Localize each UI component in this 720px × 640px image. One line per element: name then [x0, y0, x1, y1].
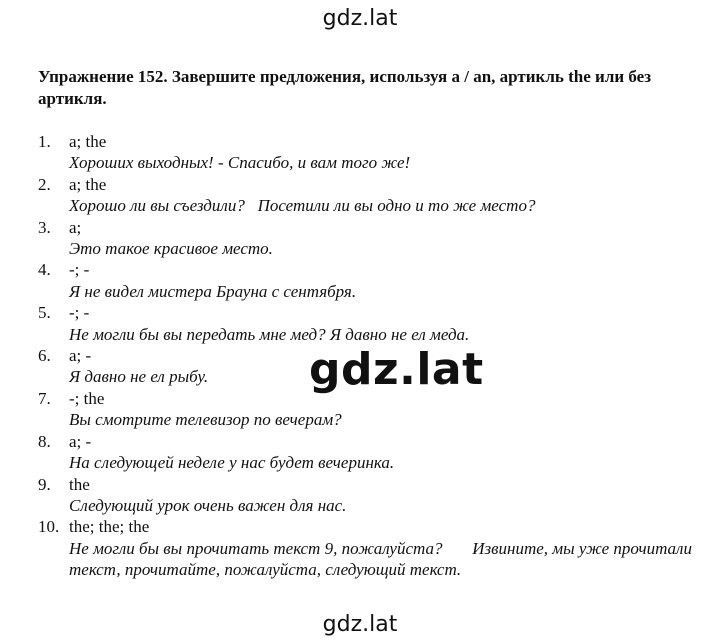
- item-number: 2.: [38, 174, 51, 194]
- item-number: 1.: [38, 132, 51, 151]
- item-number: 10.: [38, 517, 60, 537]
- watermark-top: gdz.lat: [322, 6, 398, 31]
- list-item: [38, 174, 698, 217]
- item-answer: the; the; the: [69, 517, 150, 537]
- item-number: 3.: [38, 217, 51, 237]
- item-number: 4.: [38, 260, 51, 280]
- item-translation: Это такое красивое место.: [69, 239, 273, 259]
- item-answer: a; -: [69, 431, 92, 451]
- item-answer: a; -: [69, 346, 92, 366]
- item-translation: Хорошо ли вы съездили? Посетили ли вы одно и то же место?: [69, 196, 536, 216]
- watermark-bottom: gdz.lat: [322, 612, 398, 637]
- item-answer: -; -: [69, 303, 90, 323]
- item-number: 9.: [38, 474, 51, 494]
- item-number: 7.: [38, 388, 51, 408]
- list-item: [38, 474, 698, 517]
- item-translation: Не могли бы вы прочитать текст 9, пожалуйста? Извините, мы уже прочитали текст, прочитайте, пожалуйста, следующий текст.: [69, 538, 697, 580]
- item-translation: Я давно не ел рыбу.: [69, 367, 209, 387]
- item-translation: Хороших выходных! - Спасибо, и вам того же!: [69, 153, 411, 173]
- item-translation: Следующий урок очень важен для нас.: [69, 495, 347, 515]
- list-item: [38, 217, 698, 260]
- list-item: [38, 131, 698, 174]
- watermark-center: gdz.lat: [309, 344, 484, 395]
- item-answer: a;: [69, 217, 82, 237]
- item-answer: a; the: [69, 174, 107, 194]
- exercise-title: Упражнение 152. Завершите предложения, используя a / an, артикль the или без артикля.: [38, 67, 652, 108]
- item-translation: Я не видел мистера Брауна с сентября.: [69, 281, 357, 301]
- item-number: 5.: [38, 303, 51, 323]
- item-answer: -; -: [69, 260, 90, 280]
- item-translation: Вы смотрите телевизор по вечерам?: [69, 410, 342, 430]
- item-answer: the: [69, 474, 90, 494]
- item-number: 6.: [38, 346, 51, 366]
- item-answer: a; the: [69, 132, 107, 151]
- item-number: 8.: [38, 431, 51, 451]
- list-item: [38, 431, 698, 474]
- item-answer: -; the: [69, 388, 105, 408]
- list-item: [38, 259, 698, 302]
- list-item: [38, 302, 698, 345]
- list-item: [38, 516, 698, 580]
- item-translation: Не могли бы вы передать мне мед? Я давно не ел меда.: [69, 324, 470, 344]
- item-translation: На следующей неделе у нас будет вечеринка.: [69, 453, 395, 473]
